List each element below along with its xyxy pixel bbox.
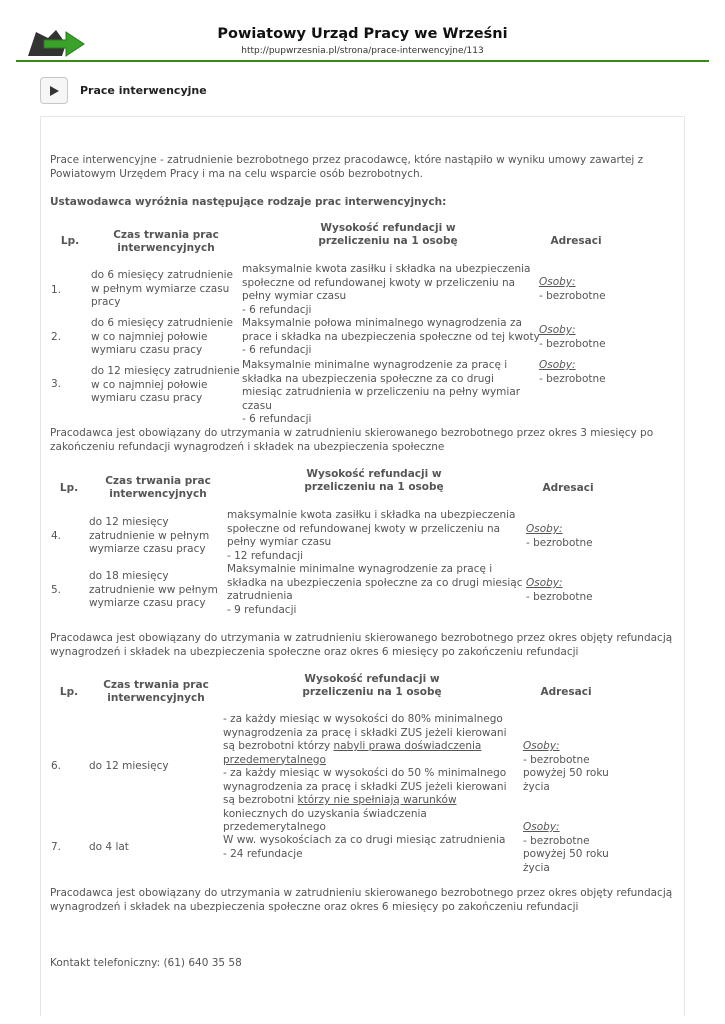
site-url[interactable]: http://pupwrzesnia.pl/strona/prace-interwencyjne/113 [241,46,484,56]
table-row-target [523,821,613,875]
table-row-lp: 6. [51,760,62,772]
table2-header-refund: Wysokość refundacji w przeliczeniu na 1 osobę [304,468,444,493]
refund-text: maksymalnie kwota zasiłku i składka na ubezpieczenia społeczne od refundowanej kwoty w przeliczeniu na pełny wymiar czasu [227,509,516,548]
conditions-link[interactable]: którzy nie spełniają warunków [297,794,457,806]
table2-header-lp: Lp. [59,482,79,494]
table-row-lp: 4. [51,530,62,542]
site-title: Powiatowy Urząd Pracy we Wrześni [217,26,508,42]
target-value: - bezrobotne powyżej 50 roku życia [523,834,609,874]
prepension-link[interactable]: nabyli prawa doświadczenia przedemerytalnego [223,740,482,766]
intro-paragraph: Prace interwencyjne - zatrudnienie bezrobotnego przez pracodawcę, które nastąpiło w wyniku umowy zawartej z Powiatowym Urzędem Pracy i ma na celu wsparcie osób bezrobotnych. [50,154,644,180]
table1-header-duration: Czas trwania prac interwencyjnych [113,229,219,254]
back-button[interactable] [40,77,68,104]
table-row-refund [227,563,523,617]
refund-text: maksymalnie kwota zasiłku i składka na ubezpieczenia społeczne od refundowanej kwoty w przeliczeniu na pełny wymiar czasu [242,263,531,302]
table-row-refund [242,317,540,358]
refund-text: Maksymalnie minimalne wynagrodzenie za pracę i składka na ubezpieczenia społeczne za co drugi miesiąc zatrudnienia w przeliczeniu na pełny wymiar czasu [242,359,521,412]
target-value: - bezrobotne [526,590,593,603]
table-row-target [539,359,629,386]
table-row-duration: do 12 miesięcy zatrudnienie w co najmniej połowie wymiaru czasu pracy [91,365,240,404]
table-row-duration: do 12 miesięcy zatrudnienie w pełnym wymiarze czasu pracy [89,516,210,555]
table-row-refund [242,263,538,317]
refund-text: - za każdy miesiąc w wysokości do 50 % minimalnego wynagrodzenia za pracę i składki ZUS jeżeli kierowani są bezrobotni [223,767,507,806]
table3-header-lp: Lp. [59,686,79,698]
table-row-duration: do 12 miesięcy [89,760,169,772]
refund-count: - 6 refundacji [242,344,312,356]
target-label[interactable]: Osoby: [526,523,563,535]
refund-count: - 12 refundacji [227,549,304,562]
refund-count: - 9 refundacji [227,603,297,616]
table-row-target [523,740,613,794]
table-row-refund [223,834,515,861]
target-value: - bezrobotne [526,536,593,549]
note-paragraph: Pracodawca jest obowiązany do utrzymania w zatrudnieniu skierowanego bezrobotnego przez okres objęty refundacją wynagrodzeń i składek na ubezpieczenia społeczne oraz okres 6 miesięcy po zakończeniu refundacji [50,887,673,913]
refund-text: Maksymalnie minimalne wynagrodzenie za pracę i składka na ubezpieczenia społeczne za co drugi miesiąc zatrudnienia [227,563,523,602]
table3-header-duration: Czas trwania prac interwencyjnych [103,679,209,704]
table-row-lp: 5. [51,584,62,596]
target-value: - bezrobotne [539,372,606,385]
table1-header-lp: Lp. [60,235,80,247]
table-row-duration: do 18 miesięcy zatrudnienie ww pełnym wymiarze czasu pracy [89,570,218,609]
table1-header-target: Adresaci [550,235,602,247]
table-row-lp: 7. [51,841,62,853]
table-row-refund [223,713,515,835]
target-label[interactable]: Osoby: [539,276,576,288]
table3-header-refund: Wysokość refundacji w przeliczeniu na 1 osobę [302,673,442,698]
refund-text: koniecznych do uzyskania świadczenia przedemerytalnego [223,807,427,833]
refund-count: - 24 refundacje [223,847,303,860]
table-row-lp: 1. [51,284,62,296]
refund-count: - 6 refundacji [242,413,312,425]
page-title: Prace interwencyjne [80,84,207,97]
refund-text: Maksymalnie połowa minimalnego wynagrodzenia za prace i składka na ubezpieczenia społeczne od tej kwoty [242,317,540,343]
target-label[interactable]: Osoby: [539,324,576,336]
table2-header-duration: Czas trwania prac interwencyjnych [105,475,211,500]
contact-phone: Kontakt telefoniczny: (61) 640 35 58 [50,957,242,969]
table-row-lp: 3. [51,378,62,390]
table-row-duration: do 6 miesięcy zatrudnienie w pełnym wymiarze czasu pracy [91,269,233,308]
note-paragraph: Pracodawca jest obowiązany do utrzymania w zatrudnieniu skierowanego bezrobotnego przez okres objęty refundacją wynagrodzeń i składek na ubezpieczenia społeczne oraz okres 6 miesięcy po zakończeniu refundacji [50,632,673,658]
target-label[interactable]: Osoby: [523,740,560,752]
table-row-target [526,577,616,604]
site-header [16,18,709,62]
target-value: - bezrobotne [539,289,606,302]
table1-header-refund: Wysokość refundacji w przeliczeniu na 1 osobę [318,222,458,247]
target-label[interactable]: Osoby: [523,821,560,833]
table-row-refund [242,359,532,427]
table-row-target [539,276,629,303]
types-heading: Ustawodawca wyróżnia następujące rodzaje prac interwencyjnych: [50,196,447,208]
table-row-duration: do 6 miesięcy zatrudnienie w co najmniej połowie wymiaru czasu pracy [91,317,233,356]
target-value: - bezrobotne [539,337,606,350]
table-row-target [539,324,629,351]
table-row-target [526,523,616,550]
refund-text: W ww. wysokościach za co drugi miesiąc zatrudnienia [223,834,506,846]
note-paragraph: Pracodawca jest obowiązany do utrzymania w zatrudnieniu skierowanego bezrobotnego przez okres 3 miesięcy po zakończeniu refundacji wynagrodzeń i składek na ubezpieczenia społeczne [50,427,654,453]
play-arrow-icon [48,85,60,97]
target-label[interactable]: Osoby: [539,359,576,371]
table-row-lp: 2. [51,331,62,343]
target-value: - bezrobotne powyżej 50 roku życia [523,753,609,793]
table-row-duration: do 4 lat [89,841,129,853]
header-divider [16,60,709,62]
refund-text: - za każdy miesiąc w wysokości do 80% minimalnego wynagrodzenia za pracę i składki ZUS jeżeli kierowani są bezrobotni którzy [223,713,507,752]
table2-header-target: Adresaci [542,482,594,494]
table-row-refund [227,509,523,563]
table3-header-target: Adresaci [540,686,592,698]
target-label[interactable]: Osoby: [526,577,563,589]
refund-count: - 6 refundacji [242,303,312,316]
